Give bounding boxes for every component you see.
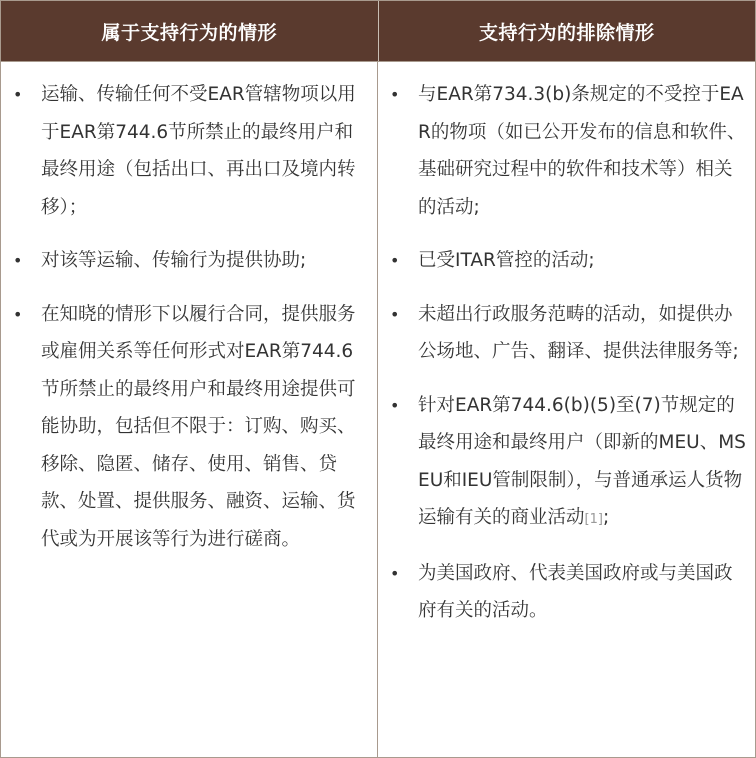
list-item-tail: ;: [602, 507, 610, 528]
list-item: [386, 76, 747, 226]
supporting-activities-column: [1, 62, 378, 758]
list-item: [386, 387, 747, 539]
list-item-text: 为美国政府、代表美国政府或与美国政府有关的活动。: [418, 562, 733, 621]
list-item: [386, 242, 747, 280]
bullet-icon: •: [13, 304, 23, 324]
bullet-icon: •: [13, 251, 23, 270]
list-item-text: 未超出行政服务范畴的活动，如提供办公场地、广告、翻译、提供法律服务等;: [418, 303, 739, 362]
bullet-icon: •: [390, 395, 400, 415]
bullet-icon: •: [390, 304, 400, 324]
list-item-text: 针对EAR第744.6(b)(5)至(7)节规定的最终用途和最终用户（即新的MEU、MSEU和IEU管制限制），与普通承运人货物运输有关的商业活动: [418, 394, 746, 528]
list-item-text: 在知晓的情形下以履行合同，提供服务或雇佣关系等任何形式对EAR第744.6节所禁止的最终用户和最终用途提供可能协助，包括但不限于：订购、购买、移除、隐匿、储存、使用、销售、贷款、处置、提供服务、融资、运输、货代或为开展该等行为进行磋商。: [41, 303, 356, 550]
list-item: [9, 242, 369, 280]
excluded-activities-column: [378, 62, 755, 758]
list-item: [386, 555, 747, 630]
list-item-text: 与EAR第734.3(b)条规定的不受控于EAR的物项（如已公开发布的信息和软件、基础研究过程中的软件和技术等）相关的活动;: [418, 84, 746, 218]
list-item-text: 运输、传输任何不受EAR管辖物项以用于EAR第744.6节所禁止的最终用户和最终用途（包括出口、再出口及境内转移）；: [41, 84, 356, 218]
list-item-text: 对该等运输、传输行为提供协助;: [41, 250, 307, 271]
bullet-icon: •: [390, 563, 400, 583]
bullet-icon: •: [390, 251, 400, 270]
header-supporting-activities: 属于支持行为的情形: [1, 1, 379, 61]
list-item: [9, 76, 369, 226]
table-body-row: [1, 62, 755, 758]
bullet-icon: •: [390, 85, 400, 104]
table-header-row: [1, 1, 755, 62]
list-item: [9, 296, 369, 559]
footnote-link[interactable]: [1]: [584, 512, 603, 527]
list-item: [386, 296, 747, 371]
bullet-icon: •: [13, 85, 23, 104]
header-excluded-activities: 支持行为的排除情形: [478, 21, 655, 44]
list-item-text: 已受ITAR管控的活动;: [418, 250, 595, 271]
